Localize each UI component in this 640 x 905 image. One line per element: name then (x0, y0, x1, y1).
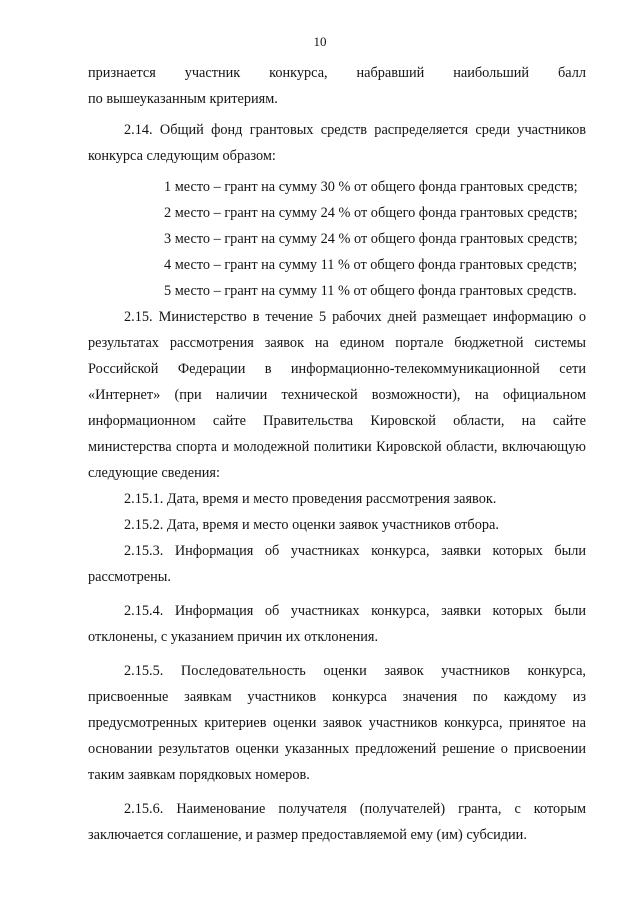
continuation-text: по вышеуказанным критериям. (88, 91, 278, 107)
paragraph-2-14: 2.14. Общий фонд грантовых средств распределяется среди участников конкурса следующим образом: (88, 122, 586, 164)
paragraph-2-15-3: 2.15.3. Информация об участниках конкурса, заявки которых были рассмотрены. (88, 543, 586, 585)
paragraph-2-15: 2.15. Министерство в течение 5 рабочих дней размещает информацию о результатах рассмотрения заявок на едином портале бюджетной системы Российской Федерации в информационно-телекоммуникационной сети «Интернет» (при наличии технической возможности), на официальном информационном сайте Правительства Кировской области, на сайте министерства спорта и молодежной политики Кировской области, включающую следующие сведения: (88, 309, 586, 481)
word: наибольший (453, 65, 530, 81)
paragraph-2-15-2: 2.15.2. Дата, время и место оценки заявок участников отбора. (124, 517, 499, 533)
word: признается (88, 65, 156, 81)
place-item: 3 место – грант на сумму 24 % от общего фонда грантовых средств; (164, 231, 578, 247)
word: набравший (356, 65, 425, 81)
place-item: 5 место – грант на сумму 11 % от общего фонда грантовых средств. (164, 283, 577, 299)
places-list (88, 174, 586, 304)
paragraph-2-15-5: 2.15.5. Последовательность оценки заявок участников конкурса, присвоенные заявкам участников конкурса значения по каждому из предусмотренных критериев оценки заявок участников конкурса, принятое на основании результатов оценки указанных предложений решение о присвоении таким заявкам порядковых номеров. (88, 663, 586, 783)
paragraph-2-15-4: 2.15.4. Информация об участниках конкурса, заявки которых были отклонены, с указанием причин их отклонения. (88, 603, 586, 645)
place-item: 2 место – грант на сумму 24 % от общего фонда грантовых средств; (164, 205, 578, 221)
continuation-line (88, 60, 586, 86)
place-item: 4 место – грант на сумму 11 % от общего фонда грантовых средств; (164, 257, 578, 273)
document-body (88, 60, 586, 848)
place-item: 1 место – грант на сумму 30 % от общего фонда грантовых средств; (164, 179, 578, 195)
word: балл (557, 65, 586, 81)
word: конкурса, (269, 65, 328, 81)
paragraph-2-15-1: 2.15.1. Дата, время и место проведения рассмотрения заявок. (124, 491, 497, 507)
page-number: 10 (313, 34, 327, 49)
paragraph-2-15-6: 2.15.6. Наименование получателя (получателей) гранта, с которым заключается соглашение, и размер предоставляемой ему (им) субсидии. (88, 801, 586, 843)
word: участник (184, 65, 241, 81)
